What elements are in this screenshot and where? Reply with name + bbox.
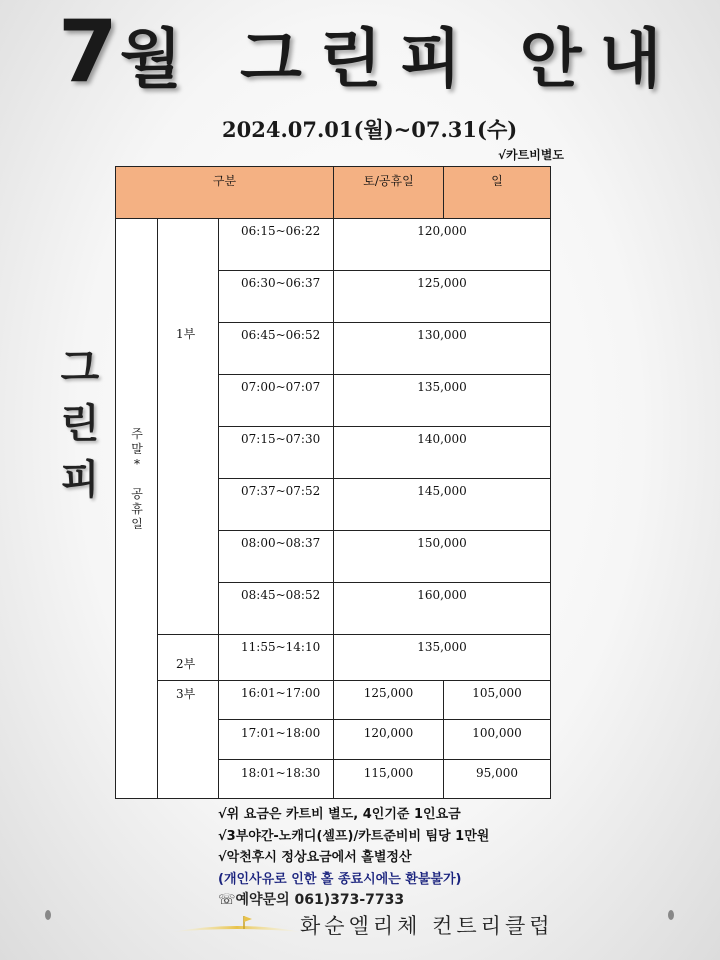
table-row-sunday-price: 95,000 <box>443 759 551 799</box>
table-row-time: 07:15~07:30 <box>218 426 334 479</box>
table-row-time: 06:45~06:52 <box>218 322 334 375</box>
part3-label: 3부 <box>176 687 196 701</box>
section-label: 주 말 * 공 휴 일 <box>131 427 143 531</box>
page-title <box>58 2 680 102</box>
table-row-time: 06:15~06:22 <box>218 218 334 271</box>
header-sunday-cell <box>443 166 551 219</box>
table-row-weekend-price: 120,000 <box>333 719 444 760</box>
header-sunday: 일 <box>491 174 503 188</box>
side-label-char: 린 <box>60 401 100 447</box>
note-cart-fee: √위 요금은 카트비 별도, 4인기준 1인요금 <box>218 807 461 822</box>
side-label-char: 그 <box>60 345 100 391</box>
decorative-dot-icon <box>45 910 51 920</box>
table-row-time: 08:00~08:37 <box>218 530 334 583</box>
table-row-price: 120,000 <box>333 218 551 271</box>
header-weekend-cell <box>333 166 444 219</box>
table-row-price: 130,000 <box>333 322 551 375</box>
part1-cell <box>157 218 219 635</box>
club-name: 화순엘리체 컨트리클럽 <box>300 914 554 938</box>
date-range: 2024.07.01(월)~07.31(수) <box>222 117 518 142</box>
table-row-price: 140,000 <box>333 426 551 479</box>
table-row-time: 16:01~17:00 <box>218 680 334 720</box>
side-label <box>52 340 108 510</box>
table-row-time: 07:37~07:52 <box>218 478 334 531</box>
note-night-self: √3부야간-노캐디(셀프)/카트준비비 팀당 1만원 <box>218 828 490 844</box>
table-row-price: 150,000 <box>333 530 551 583</box>
header-weekend: 토/공휴일 <box>363 174 414 188</box>
side-label-char: 피 <box>60 457 100 503</box>
header-category-cell <box>115 166 334 219</box>
part2-cell <box>157 634 219 681</box>
table-row-time: 11:55~14:10 <box>218 634 334 681</box>
club-logo-icon <box>172 912 302 940</box>
header-category: 구분 <box>212 174 237 188</box>
table-row-weekend-price: 115,000 <box>333 759 444 799</box>
note-weather: √악천후시 정상요금에서 홀별정산 <box>218 850 412 865</box>
table-row-sunday-price: 100,000 <box>443 719 551 760</box>
table-row-time: 17:01~18:00 <box>218 719 334 760</box>
footnotes <box>218 804 598 914</box>
reservation-phone: ☏예약문의 061)373-7733 <box>218 892 405 908</box>
title-month: 7 <box>58 2 120 102</box>
table-row-price: 135,000 <box>333 374 551 427</box>
table-row-time: 06:30~06:37 <box>218 270 334 323</box>
decorative-dot-icon <box>668 910 674 920</box>
cart-note: √카트비별도 <box>498 148 564 162</box>
part3-cell <box>157 680 219 799</box>
table-row-price: 125,000 <box>333 270 551 323</box>
section-cell <box>115 218 158 799</box>
table-row-price: 160,000 <box>333 582 551 635</box>
part1-label: 1부 <box>176 327 196 341</box>
table-row-weekend-price: 125,000 <box>333 680 444 720</box>
table-row-time: 08:45~08:52 <box>218 582 334 635</box>
table-row-time: 07:00~07:07 <box>218 374 334 427</box>
note-no-refund: (개인사유로 인한 홀 종료시에는 환불불가) <box>218 871 462 887</box>
table-row-time: 18:01~18:30 <box>218 759 334 799</box>
table-row-price: 145,000 <box>333 478 551 531</box>
part2-label: 2부 <box>176 657 196 671</box>
title-text: 월 그린피 안내 <box>119 23 680 97</box>
table-row-price: 135,000 <box>333 634 551 681</box>
table-row-sunday-price: 105,000 <box>443 680 551 720</box>
